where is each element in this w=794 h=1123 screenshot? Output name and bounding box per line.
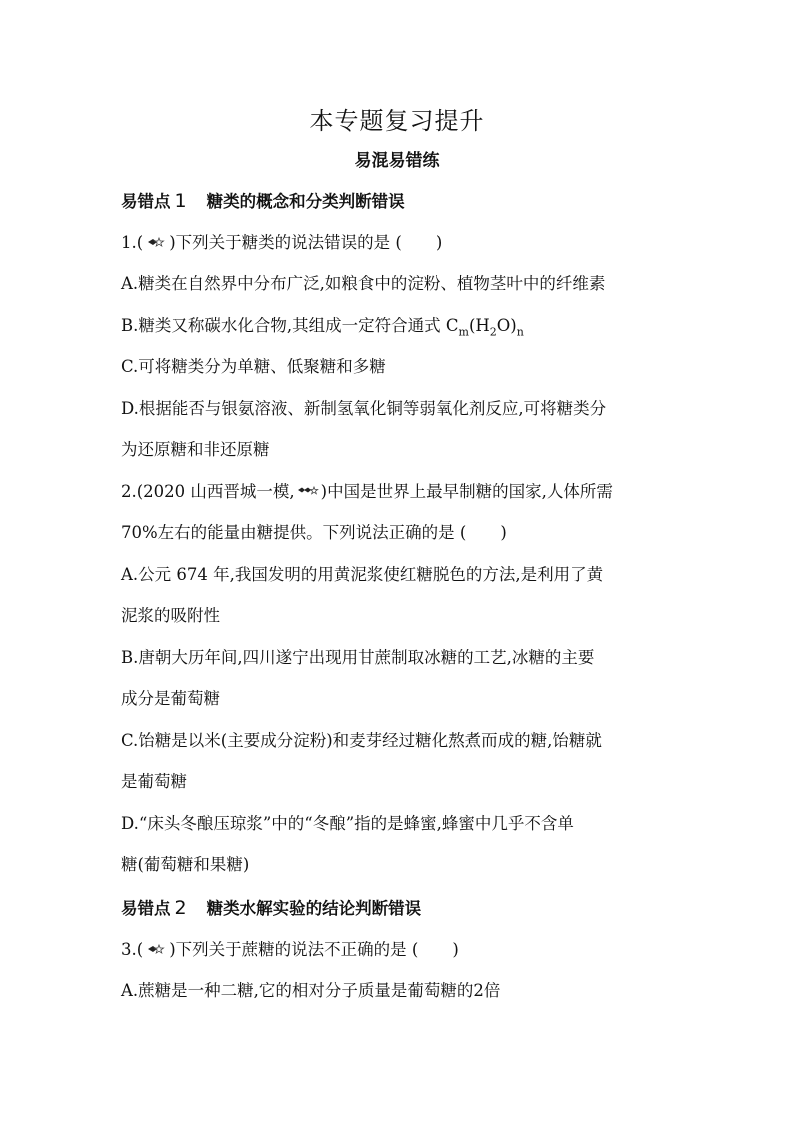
error-point-text: 糖类水解实验的结论判断错误 [206,899,422,918]
question-2-stem-line2 [121,521,681,545]
question-number: 1.( [121,233,144,252]
error-point-text: 糖类的概念和分类判断错误 [206,192,405,211]
question-text: )中国是世界上最早制糖的国家,人体所需 [320,482,613,501]
answer-bracket: ) [500,523,507,542]
star-rating-icon [144,940,168,956]
q1-option-a: A.糖类在自然界中分布广泛,如粮食中的淀粉、植物茎叶中的纤维素 [121,274,606,293]
page-title: 本专题复习提升 [309,107,485,135]
error-point-number: 1 [174,190,187,212]
error-point-number: 2 [174,897,187,919]
option-text: B.糖类又称碳水化合物,其组成一定符合通式 C [121,316,459,335]
q2-option-d-line1: D.“床头冬酿压琼浆”中的“冬酿”指的是蜂蜜,蜂蜜中几乎不含单 [121,814,574,833]
q2-option-a-line2: 泥浆的吸附性 [121,606,220,625]
q1-option-b [121,314,681,344]
question-source: 2.(2020 山西晋城一模, [121,482,295,501]
formula-part: O) [496,316,517,335]
q2-option-d-line2: 糖(葡萄糖和果糖) [121,855,250,874]
star-rating-icon [144,233,168,249]
q1-option-d-line1: D.根据能否与银氨溶液、新制氢氧化铜等弱氧化剂反应,可将糖类分 [121,399,607,418]
error-point-1-heading [121,189,681,214]
star-rating-icon [296,482,320,498]
q2-option-b-line1: B.唐朝大历年间,四川遂宁出现用甘蔗制取冰糖的工艺,冰糖的主要 [121,648,595,667]
error-point-2-heading [121,896,681,921]
error-point-label: 易错点 [121,192,171,211]
question-1-stem [121,231,681,255]
q2-option-c-line1: C.饴糖是以米(主要成分淀粉)和麦芽经过糖化熬煮而成的糖,饴糖就 [121,731,602,750]
q2-option-b-line2: 成分是葡萄糖 [121,689,220,708]
subscript-2: 2 [489,325,497,339]
q2-option-a-line1: A.公元 674 年,我国发明的用黄泥浆使红糖脱色的方法,是利用了黄 [121,565,604,584]
q1-option-d-line2: 为还原糖和非还原糖 [121,440,270,459]
q2-option-c-line2: 是葡萄糖 [121,772,187,791]
answer-bracket: ) [435,233,443,252]
question-3-stem [121,938,681,962]
question-text: )下列关于蔗糖的说法不正确的是 ( [169,940,419,959]
subscript-n: n [516,325,524,339]
q3-option-a: A.蔗糖是一种二糖,它的相对分子质量是葡萄糖的2倍 [121,981,501,1000]
question-text: 70%左右的能量由糖提供。下列说法正确的是 ( [121,523,467,542]
question-text: )下列关于糖类的说法错误的是 ( [169,233,402,252]
answer-bracket: ) [452,940,459,959]
question-2-stem [121,480,681,504]
question-number: 3.( [121,940,144,959]
formula-part: (H [468,316,490,335]
subscript-m: m [458,325,469,339]
error-point-label: 易错点 [121,899,171,918]
section-subtitle: 易混易错练 [354,151,440,171]
q1-option-c: C.可将糖类分为单糖、低聚糖和多糖 [121,357,386,376]
